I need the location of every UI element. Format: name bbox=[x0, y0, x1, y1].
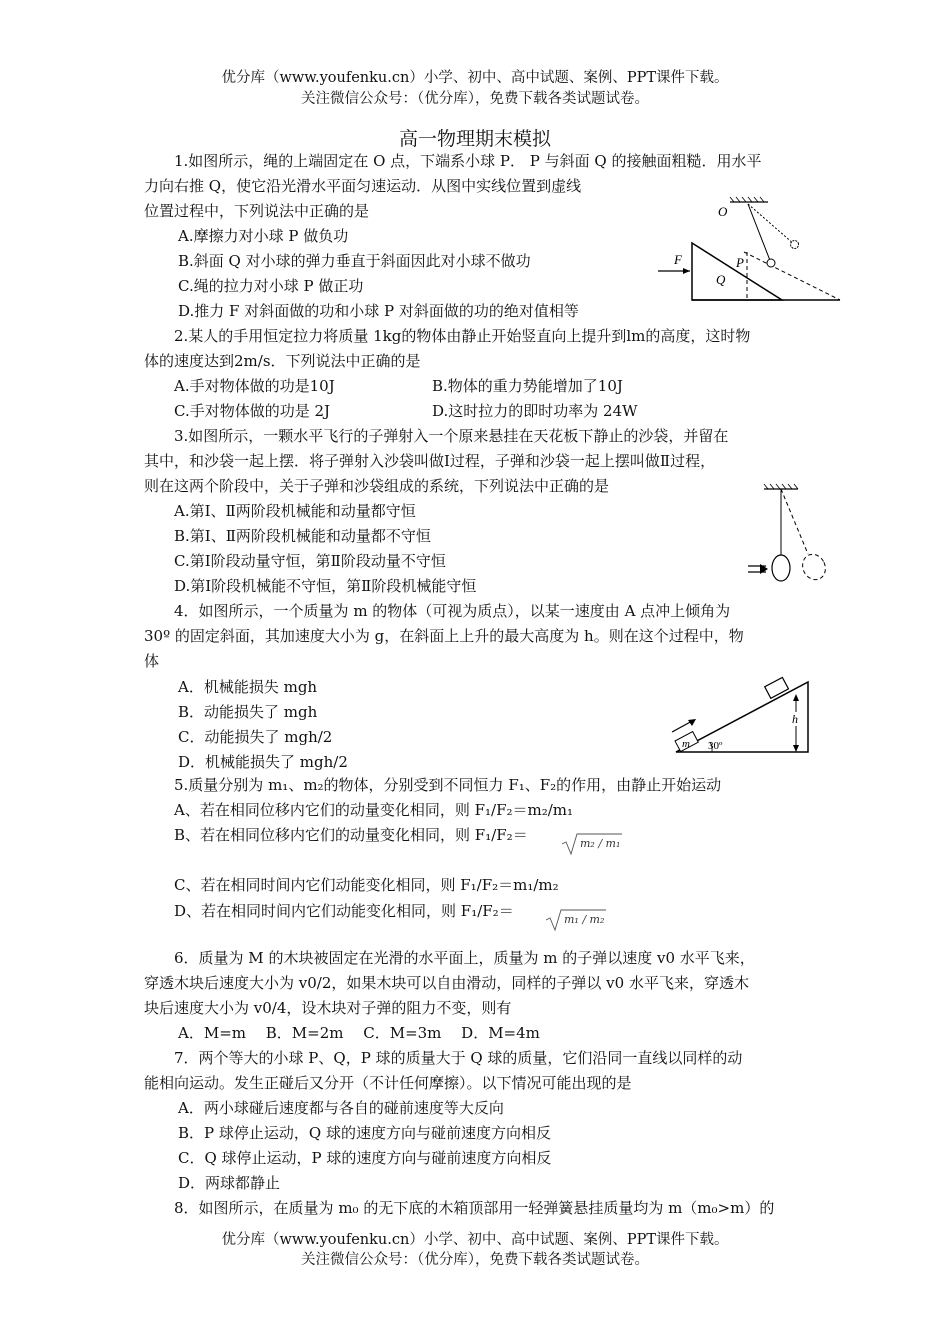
q4-stem-1: 4．如图所示，一个质量为 m 的物体（可视为质点），以某一速度由 A 点冲上倾角为 bbox=[174, 602, 731, 620]
q6-stem-3: 块后速度大小为 v0/4，设木块对子弹的阻力不变，则有 bbox=[144, 999, 512, 1017]
q1-incline-figure bbox=[650, 196, 850, 310]
q6-stem-2: 穿透木块后速度大小为 v0/2，如果木块可以自由滑动，同样的子弹以 v0 水平飞来，穿透木 bbox=[144, 974, 749, 992]
q5-stem: 5.质量分别为 m₁、m₂的物体，分别受到不同恒力 F₁、F₂的作用，由静止开始运动 bbox=[174, 776, 722, 794]
q5-option-b: B、若在相同位移内它们的动量变化相同，则 F₁/F₂＝ bbox=[174, 826, 528, 844]
q7-stem-2: 能相向运动。发生正碰后又分开（不计任何摩擦）。以下情况可能出现的是 bbox=[144, 1074, 632, 1092]
q2-option-a: A.手对物体做的功是10J bbox=[174, 377, 335, 395]
q4-stem-2: 30º 的固定斜面，其加速度大小为 g，在斜面上上升的最大高度为 h。则在这个过程中，物 bbox=[144, 627, 744, 645]
q1-ball-p bbox=[767, 259, 775, 267]
q5-d-formula: m₁ / m₂ bbox=[564, 913, 605, 926]
q1-label-p: P bbox=[736, 255, 744, 270]
q2-stem-1: 2.某人的手用恒定拉力将质量 1kg的物体由静止开始竖直向上提升到lm的高度，这时物 bbox=[174, 327, 751, 345]
q4-label-m: m bbox=[682, 738, 690, 750]
q4-option-c: C．动能损失了 mgh/2 bbox=[178, 728, 333, 746]
q7-stem-1: 7．两个等大的小球 P、Q，P 球的质量大于 Q 球的质量，它们沿同一直线以同样的动 bbox=[174, 1049, 743, 1067]
q1-stem-1: 1.如图所示，绳的上端固定在 O 点，下端系小球 P． P 与斜面 Q 的接触面粗糙．用水平 bbox=[174, 152, 762, 170]
q1-option-a: A.摩擦力对小球 P 做负功 bbox=[178, 227, 349, 245]
q4-label-angle: 30º bbox=[708, 740, 723, 752]
q4-block bbox=[765, 677, 789, 698]
header-line-1: 优分库（www.youfenku.cn）小学、初中、高中试题、案例、PPT课件下载。 bbox=[221, 70, 729, 86]
q5-b-formula: m₂ / m₁ bbox=[580, 837, 621, 850]
q4-option-d: D．机械能损失了 mgh/2 bbox=[178, 753, 348, 771]
q1-stem-2: 力向右推 Q，使它沿光滑水平面匀速运动．从图中实线位置到虚线 bbox=[144, 177, 582, 195]
q7-option-a: A．两小球碰后速度都与各自的碰前速度等大反向 bbox=[178, 1099, 504, 1117]
q2-option-b: B.物体的重力势能增加了10J bbox=[432, 377, 623, 395]
q7-option-b: B．P 球停止运动，Q 球的速度方向与碰前速度方向相反 bbox=[178, 1124, 551, 1142]
q4-label-h: h bbox=[792, 712, 798, 726]
q3-option-a: A.第Ⅰ、Ⅱ两阶段机械能和动量都守恒 bbox=[174, 502, 416, 520]
q1-option-c: C.绳的拉力对小球 P 做正功 bbox=[178, 277, 364, 295]
q3-option-d: D.第Ⅰ阶段机械能不守恒，第Ⅱ阶段机械能守恒 bbox=[174, 577, 477, 595]
q5-option-d: D、若在相同时间内它们动能变化相同，则 F₁/F₂＝ bbox=[174, 902, 514, 920]
q3-option-c: C.第Ⅰ阶段动量守恒，第Ⅱ阶段动量不守恒 bbox=[174, 552, 446, 570]
q3-option-b: B.第Ⅰ、Ⅱ两阶段机械能和动量都不守恒 bbox=[174, 527, 431, 545]
q6-options: A．M=m B．M=2m C．M=3m D．M=4m bbox=[178, 1024, 540, 1042]
q6-stem-1: 6．质量为 M 的木块被固定在光滑的水平面上，质量为 m 的子弹以速度 v0 水平飞来， bbox=[174, 949, 755, 967]
q5-option-a: A、若在相同位移内它们的动量变化相同，则 F₁/F₂＝m₂/m₁ bbox=[174, 801, 574, 819]
q1-label-f: F bbox=[674, 252, 682, 267]
footer-line-1: 优分库（www.youfenku.cn）小学、初中、高中试题、案例、PPT课件下载。 bbox=[221, 1232, 729, 1248]
q4-stem-3: 体 bbox=[144, 652, 160, 670]
q1-option-b: B.斜面 Q 对小球的弹力垂直于斜面因此对小球不做功 bbox=[178, 252, 531, 270]
q7-option-d: D．两球都静止 bbox=[178, 1174, 281, 1192]
footer-line-2: 关注微信公众号：（优分库），免费下载各类试题试卷。 bbox=[301, 1252, 649, 1268]
q4-slope-figure bbox=[668, 674, 813, 758]
q3-stem-2: 其中，和沙袋一起上摆．将子弹射入沙袋叫做Ⅰ过程，子弹和沙袋一起上摆叫做Ⅱ过程， bbox=[144, 452, 716, 470]
q1-label-o: O bbox=[718, 204, 728, 219]
q4-option-a: A．机械能损失 mgh bbox=[178, 678, 318, 696]
q1-option-d: D.推力 F 对斜面做的功和小球 P 对斜面做的功的绝对值相等 bbox=[178, 302, 579, 320]
q2-stem-2: 体的速度达到2m/s．下列说法中正确的是 bbox=[144, 352, 421, 370]
q4-option-b: B．动能损失了 mgh bbox=[178, 703, 318, 721]
q7-option-c: C．Q 球停止运动，P 球的速度方向与碰前速度方向相反 bbox=[178, 1149, 552, 1167]
q8-stem: 8．如图所示，在质量为 m₀ 的无下底的木箱顶部用一轻弹簧悬挂质量均为 m（m₀>m）的 bbox=[174, 1199, 775, 1217]
page-title: 高一物理期末模拟 bbox=[398, 128, 551, 150]
q3-sandbag-figure bbox=[740, 482, 840, 587]
q1-stem-3: 位置过程中，下列说法中正确的是 bbox=[144, 202, 370, 220]
q1-label-q: Q bbox=[716, 272, 726, 287]
sandbag bbox=[772, 555, 790, 581]
q2-option-c: C.手对物体做的功是 2J bbox=[174, 402, 331, 420]
q2-option-d: D.这时拉力的即时功率为 24W bbox=[432, 402, 638, 420]
q5-option-c: C、若在相同时间内它们动能变化相同，则 F₁/F₂＝m₁/m₂ bbox=[174, 876, 559, 894]
header-line-2: 关注微信公众号：（优分库），免费下载各类试题试卷。 bbox=[301, 91, 649, 107]
q3-stem-3: 则在这两个阶段中，关于子弹和沙袋组成的系统，下列说法中正确的是 bbox=[144, 477, 610, 495]
q3-stem-1: 3.如图所示，一颗水平飞行的子弹射入一个原来悬挂在天花板下静止的沙袋，并留在 bbox=[174, 427, 729, 445]
